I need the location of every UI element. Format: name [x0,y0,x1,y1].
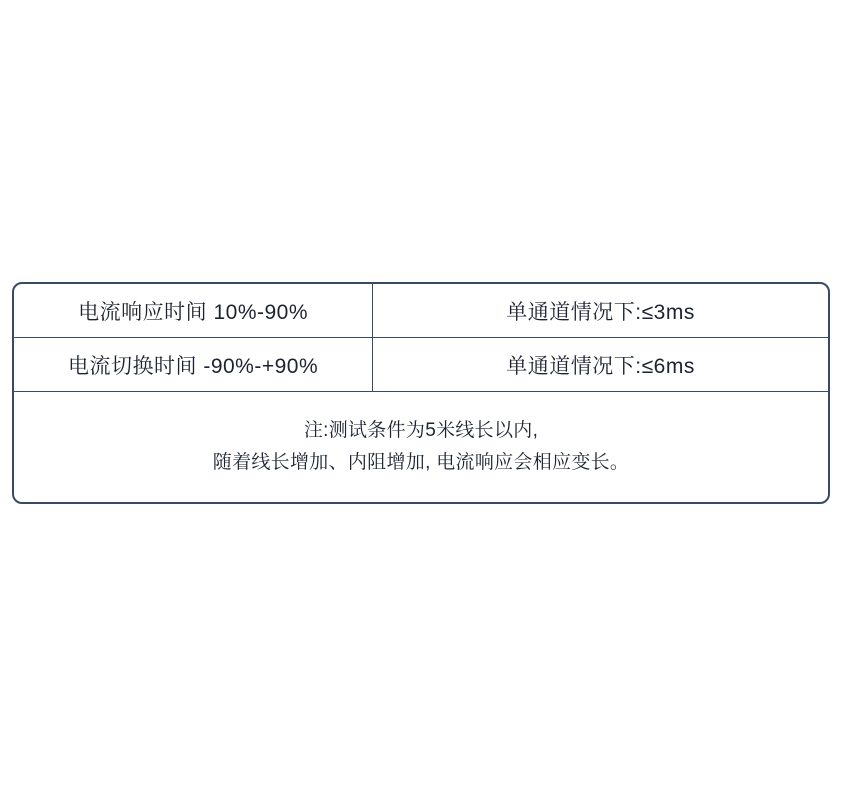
specification-table [14,284,828,502]
parameter-value-current-switching-time: 单通道情况下:≤6ms [373,338,828,392]
parameter-label-current-switching-time: 电流切换时间 -90%-+90% [14,338,373,392]
note-line-2: 随着线长增加、内阻增加, 电流响应会相应变长。 [212,452,630,473]
table-row-note [14,392,828,503]
note-line-1: 注:测试条件为5米线长以内, [303,420,539,441]
table-body [14,284,828,502]
specification-table-container [12,282,830,504]
table-row [14,338,828,392]
note-cell [14,392,828,503]
table-row [14,284,828,338]
parameter-value-current-response-time: 单通道情况下:≤3ms [373,284,828,338]
parameter-label-current-response-time: 电流响应时间 10%-90% [14,284,373,338]
